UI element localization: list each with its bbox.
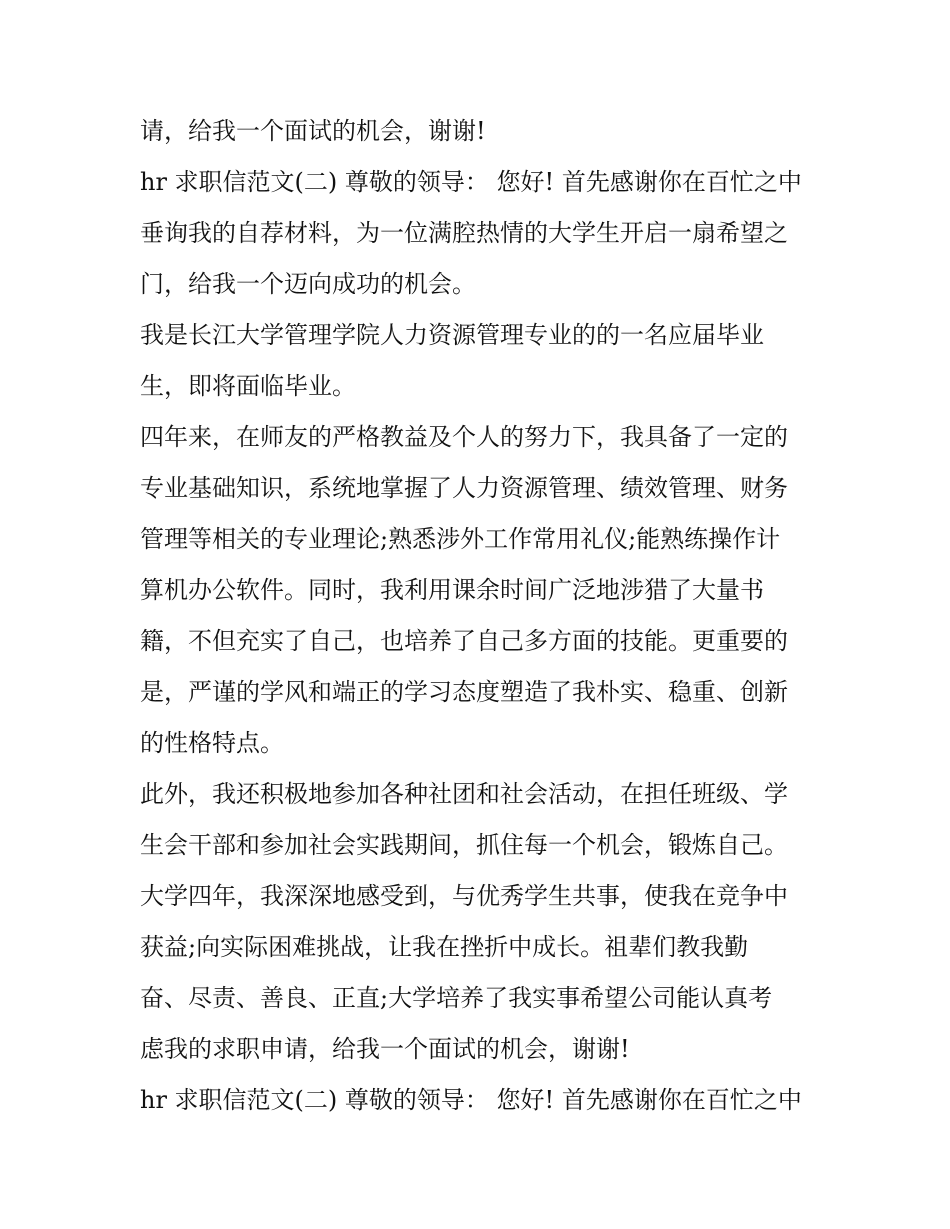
- text-line-14: 此外，我还积极地参加各种社团和社会活动，在担任班级、学: [140, 780, 788, 808]
- text-line-19: 虑我的求职申请，给我一个面试的机会，谢谢!: [140, 1035, 630, 1063]
- text-line-9: 管理等相关的专业理论;熟悉涉外工作常用礼仪;能熟练操作计: [140, 525, 781, 553]
- text-line-16: 大学四年，我深深地感受到，与优秀学生共事，使我在竞争中: [140, 882, 788, 910]
- text-line-2: hr 求职信范文(二) 尊敬的领导： 您好! 首先感谢你在百忙之中: [140, 168, 802, 196]
- text-line-13: 的性格特点。: [140, 729, 284, 757]
- text-line-20: hr 求职信范文(二) 尊敬的领导： 您好! 首先感谢你在百忙之中: [140, 1086, 802, 1114]
- text-line-18: 奋、尽责、善良、正直;大学培养了我实事希望公司能认真考: [140, 984, 773, 1012]
- text-line-1: 请，给我一个面试的机会，谢谢!: [140, 117, 486, 145]
- text-line-6: 生，即将面临毕业。: [140, 372, 356, 400]
- text-line-15: 生会干部和参加社会实践期间，抓住每一个机会，锻炼自己。: [140, 831, 788, 859]
- text-line-17: 获益;向实际困难挑战，让我在挫折中成长。祖辈们教我勤: [140, 933, 749, 961]
- text-line-7: 四年来，在师友的严格教益及个人的努力下，我具备了一定的: [140, 423, 788, 451]
- text-line-4: 门，给我一个迈向成功的机会。: [140, 270, 476, 298]
- text-line-8: 专业基础知识，系统地掌握了人力资源管理、绩效管理、财务: [140, 474, 788, 502]
- text-line-3: 垂询我的自荐材料，为一位满腔热情的大学生开启一扇希望之: [140, 219, 788, 247]
- text-line-11: 籍，不但充实了自己，也培养了自己多方面的技能。更重要的: [140, 627, 788, 655]
- text-line-10: 算机办公软件。同时，我利用课余时间广泛地涉猎了大量书: [140, 576, 764, 604]
- text-line-5: 我是长江大学管理学院人力资源管理专业的的一名应届毕业: [140, 321, 764, 349]
- cover-letter-text: [140, 106, 830, 1126]
- text-line-12: 是，严谨的学风和端正的学习态度塑造了我朴实、稳重、创新: [140, 678, 788, 706]
